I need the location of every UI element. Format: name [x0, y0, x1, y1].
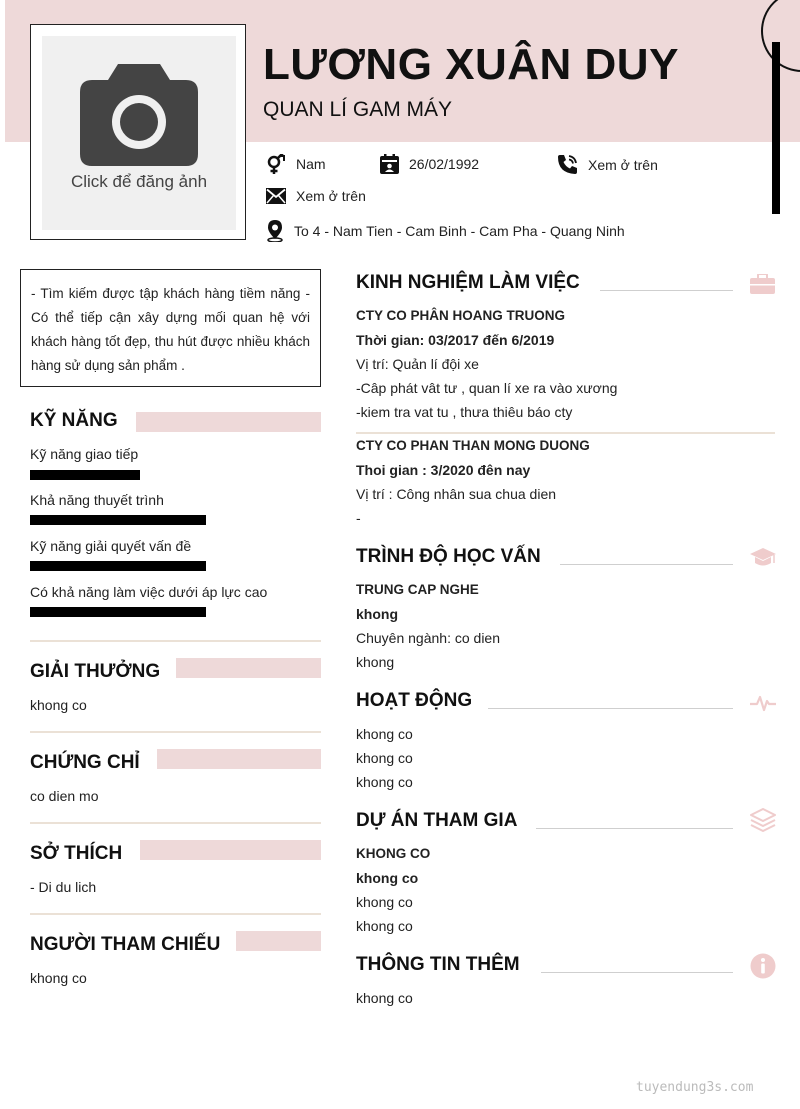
skill-level-bar [30, 515, 206, 525]
skill-level-bar [30, 561, 206, 571]
experience-title-line [600, 290, 733, 291]
skill-level-bar [30, 607, 206, 617]
activity-line[interactable]: khong co [356, 774, 413, 790]
education-school[interactable]: TRUNG CAP NGHE [356, 582, 479, 597]
awards-text[interactable]: khong co [30, 697, 87, 713]
awards-title: GIẢI THƯỞNG [30, 661, 161, 682]
skills-title: KỸ NĂNG [30, 410, 118, 431]
education-title-line [560, 564, 733, 565]
phone-icon [557, 154, 578, 175]
project-line[interactable]: khong co [356, 918, 413, 934]
education-line[interactable]: Chuyên ngành: co dien [356, 630, 500, 646]
job-line[interactable]: Vị trí: Quản lí đội xe [356, 356, 479, 372]
projects-title-line [536, 828, 733, 829]
certificates-title-bar [157, 749, 321, 769]
certificates-text[interactable]: co dien mo [30, 788, 99, 804]
references-title: NGƯỜI THAM CHIẾU [30, 934, 221, 955]
section-divider [30, 640, 321, 642]
hobbies-text[interactable]: - Di du lich [30, 879, 97, 895]
job-company[interactable]: CTY CO PHAN THAN MONG DUONG [356, 438, 590, 453]
project-role[interactable]: khong co [356, 870, 419, 886]
job-line[interactable]: Vị trí : Công nhân sua chua dien [356, 486, 557, 502]
job-line[interactable]: -Câp phát vât tư , quan lí xe ra vào xương [356, 380, 618, 396]
education-degree[interactable]: khong [356, 606, 398, 622]
phone-value[interactable]: Xem ở trên [588, 156, 658, 173]
skill-label[interactable]: Kỹ năng giải quyết vấn đề [30, 538, 192, 554]
section-divider [30, 731, 321, 733]
location-pin-icon [266, 220, 284, 242]
decorative-bar [772, 42, 780, 214]
envelope-icon [266, 188, 286, 204]
camera-icon[interactable] [80, 64, 198, 166]
more-info-title-line [541, 972, 733, 973]
education-title: TRÌNH ĐỘ HỌC VẤN [356, 546, 541, 567]
awards-title-bar [176, 658, 321, 678]
project-line[interactable]: khong co [356, 894, 413, 910]
skill-label[interactable]: Có khả năng làm việc dưới áp lực cao [30, 584, 268, 600]
email-item [266, 188, 366, 204]
skill-level-bar [30, 470, 140, 480]
skill-label[interactable]: Khả năng thuyết trình [30, 492, 164, 508]
calendar-icon [380, 154, 399, 174]
email-value[interactable]: Xem ở trên [296, 188, 366, 204]
birthday-value[interactable]: 26/02/1992 [409, 156, 480, 172]
gender-icon [266, 154, 286, 174]
gender-value[interactable]: Nam [296, 156, 326, 172]
job-time[interactable]: Thoi gian : 3/2020 đên nay [356, 462, 531, 478]
job-time[interactable]: Thời gian: 03/2017 đến 6/2019 [356, 332, 555, 348]
watermark: tuyendung3s.com [636, 1080, 754, 1095]
phone-item [557, 154, 658, 175]
section-divider [30, 913, 321, 915]
briefcase-icon [750, 274, 775, 294]
candidate-name[interactable]: LƯƠNG XUÂN DUY [263, 40, 679, 89]
graduation-cap-icon [750, 548, 776, 568]
job-company[interactable]: CTY CO PHÂN HOANG TRUONG [356, 308, 566, 323]
hobbies-title-bar [140, 840, 321, 860]
layers-icon [750, 808, 776, 834]
education-line[interactable]: khong [356, 654, 395, 670]
section-divider [30, 822, 321, 824]
experience-title: KINH NGHIỆM LÀM VIỆC [356, 272, 580, 293]
activities-title-line [488, 708, 733, 709]
address-value[interactable]: To 4 - Nam Tien - Cam Binh - Cam Pha - Quang Ninh [294, 223, 625, 239]
references-title-bar [236, 931, 321, 951]
activity-line[interactable]: khong co [356, 726, 413, 742]
more-info-title: THÔNG TIN THÊM [356, 954, 520, 975]
photo-caption[interactable]: Click để đăng ảnh [70, 172, 208, 191]
references-text[interactable]: khong co [30, 970, 87, 986]
career-objective[interactable]: - Tìm kiếm được tập khách hàng tiềm năng - Có thể tiếp cận xây dựng mối quan hệ với khách hàng tốt đẹp, thu hút được nhiều khách hàng sử dụng sản phẩm . [20, 269, 321, 387]
activity-line[interactable]: khong co [356, 750, 413, 766]
skill-label[interactable]: Kỹ năng giao tiếp [30, 446, 139, 462]
hobbies-title: SỞ THÍCH [30, 843, 123, 864]
gender-item [266, 154, 326, 174]
birthday-item [380, 154, 479, 174]
certificates-title: CHỨNG CHỈ [30, 752, 140, 773]
candidate-position[interactable]: QUAN LÍ GAM MÁY [263, 98, 453, 121]
activities-title: HOẠT ĐỘNG [356, 690, 473, 711]
project-name[interactable]: KHONG CO [356, 846, 431, 861]
projects-title: DỰ ÁN THAM GIA [356, 810, 518, 831]
skills-title-bar [136, 412, 321, 432]
more-info-text[interactable]: khong co [356, 990, 413, 1006]
info-icon [750, 953, 776, 979]
job-line[interactable]: - [356, 510, 361, 526]
job-divider [356, 432, 775, 434]
job-line[interactable]: -kiem tra vat tu , thưa thiêu báo cty [356, 404, 573, 420]
activity-pulse-icon [750, 694, 776, 712]
address-item [266, 220, 625, 242]
